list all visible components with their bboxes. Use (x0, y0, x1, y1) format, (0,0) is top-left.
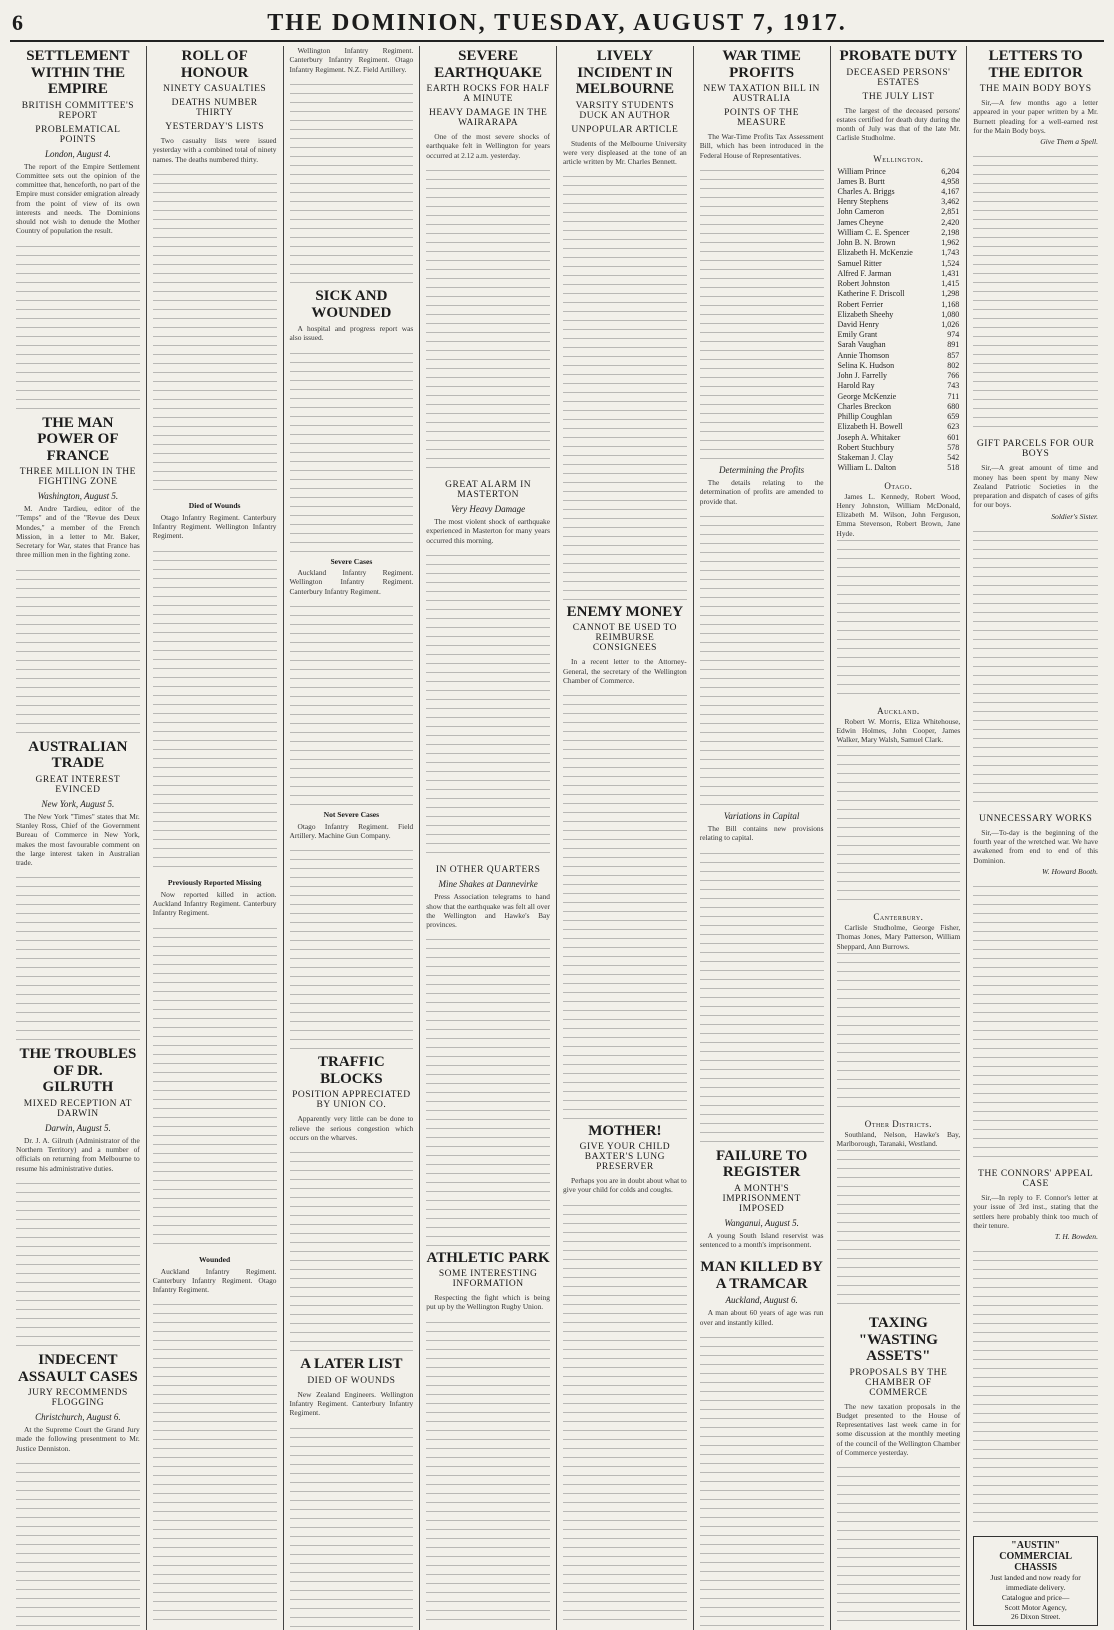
headline: SETTLEMENT WITHIN THE EMPIRE (26, 48, 130, 97)
text-block (426, 1320, 550, 1630)
section-wounded (153, 1253, 277, 1294)
estate-name: Robert Stuchbury (837, 442, 895, 452)
section-not-severe-cases (290, 808, 414, 840)
text-block (563, 174, 687, 602)
estate-row (837, 433, 961, 443)
subheadline: UNNECESSARY WORKS (978, 813, 1093, 824)
letter-main-body-boys (973, 46, 1098, 146)
region-heading-otago: Otago. (884, 480, 913, 491)
deck: HEAVY DAMAGE IN THE WAIRARAPA (428, 108, 548, 128)
letter-unnecessary-works (973, 812, 1098, 876)
estate-name: Emily Grant (837, 330, 878, 340)
estate-row (837, 402, 961, 412)
subheadline: DECEASED PERSONS' ESTATES (846, 67, 951, 88)
article-later-list (290, 1354, 414, 1417)
estate-name: Stakeman J. Clay (837, 453, 894, 463)
article-severe-earthquake (426, 46, 550, 160)
region-heading-other: Other Districts. (864, 1118, 932, 1129)
letter-signature: T. H. Bowden. (1054, 1232, 1098, 1241)
estate-row (837, 177, 961, 187)
section-heading: GREAT ALARM IN MASTERTON (445, 480, 532, 501)
estate-amount: 1,431 (941, 268, 960, 278)
estate-row (837, 167, 961, 177)
column-8 (967, 46, 1104, 1630)
headline: TRAFFIC BLOCKS (318, 1054, 385, 1087)
article-australian-trade (16, 737, 140, 868)
deck-2: YESTERDAY'S LISTS (165, 122, 265, 132)
estate-amount: 1,743 (941, 248, 960, 258)
estate-name: Elizabeth H. McKenzie (837, 248, 913, 258)
article-body: The new taxation proposals in the Budget presented to the House of Representatives last week came in for some discussion at the monthly meeting of the council of the Wellington Chamber of Commerce yesterday. (836, 1401, 961, 1457)
article-body: In a recent letter to the Attorney-General, the secretary of the Wellington Chamber of Commerce. (563, 657, 687, 685)
headline: ENEMY MONEY (566, 603, 684, 620)
estate-amount: 1,962 (941, 238, 960, 248)
article-body: Apparently very little can be done to relieve the serious congestion which occurs on the wharves. (289, 1114, 414, 1142)
subheadline: JURY RECOMMENDS FLOGGING (27, 1388, 128, 1409)
subheadline: EARTH ROCKS FOR HALF A MINUTE (426, 84, 550, 104)
headline: LIVELY INCIDENT IN MELBOURNE (575, 48, 675, 97)
article-body: At the Supreme Court the Grand Jury made the following presentment to Mr. Justice Denniston. (16, 1425, 140, 1453)
estate-row (837, 207, 961, 217)
estate-row (837, 269, 961, 279)
section-body: Press Association telegrams to hand show that the earthquake was felt all over the Wellington and Hawke's Bay provinces. (426, 892, 550, 929)
headline: THE TROUBLES OF DR. GILRUTH (19, 1046, 137, 1096)
letter-signature: W. Howard Booth. (1042, 866, 1098, 876)
dateline: Christchurch, August 6. (35, 1412, 121, 1423)
region-heading-wellington: Wellington. (873, 153, 924, 164)
estate-name: Annie Thomson (837, 350, 890, 360)
article-tramcar (700, 1257, 824, 1327)
text-block (16, 875, 140, 1044)
deck: UNPOPULAR ARTICLE (571, 124, 679, 135)
column-grid (10, 46, 1104, 1630)
newspaper-title: THE DOMINION, TUESDAY, AUGUST 7, 1917. (267, 9, 847, 36)
estate-row (837, 371, 961, 381)
estate-row (837, 463, 961, 473)
text-block (16, 1461, 140, 1630)
estate-amount: 2,420 (941, 217, 960, 227)
estate-row (837, 443, 961, 453)
text-block (837, 538, 961, 703)
estate-row (837, 289, 961, 299)
text-block (290, 1426, 414, 1630)
article-body: Two casualty lists were issued yesterday with a combined total of ninety names. The deaths numbered thirty. (152, 136, 277, 164)
region-list-auckland: Robert W. Morris, Eliza Whitehouse, Edwin Holmes, John Cooper, James Walker, Mary Walsh, Samuel Clark. (836, 716, 961, 745)
estate-row (837, 320, 961, 330)
article-enemy-money (563, 602, 687, 685)
dateline: New York, August 5. (41, 798, 115, 809)
headline: FAILURE TO REGISTER (715, 1147, 808, 1181)
text-block (426, 553, 550, 863)
estate-amount: 802 (947, 360, 960, 370)
section-body: Now reported killed in action. Auckland Infantry Regiment. Canterbury Infantry Regiment. (152, 889, 277, 918)
section-body: The Bill contains new provisions relating to capital. (699, 824, 824, 843)
masthead (10, 6, 1104, 42)
estate-name: David Henry (837, 320, 880, 330)
article-failure-to-register (700, 1146, 824, 1250)
section-masterton (426, 478, 550, 545)
headline: THE MAN POWER OF FRANCE (37, 414, 119, 464)
ad-title: "AUSTIN" COMMERCIAL CHASSIS (999, 1540, 1073, 1574)
section-body: A hospital and progress report was also issued. (289, 324, 414, 343)
text-block (700, 1335, 824, 1630)
text-block (837, 1148, 961, 1313)
letter-connors-appeal (973, 1167, 1098, 1241)
subheadline: THE MAIN BODY BOYS (979, 84, 1092, 94)
article-settlement (16, 46, 140, 236)
subheadline: NINETY CASUALTIES (163, 84, 267, 94)
estate-row (837, 197, 961, 207)
article-roll-of-honour (153, 46, 277, 164)
subheadline: SOME INTERESTING INFORMATION (438, 1269, 538, 1290)
dateline: Auckland, August 6. (725, 1295, 798, 1306)
estate-name: Charles A. Briggs (837, 186, 895, 196)
column-7 (831, 46, 968, 1630)
section-body: Otago Infantry Regiment. Field Artillery. Machine Gun Company. (289, 821, 414, 840)
section-heading: Previously Reported Missing (167, 878, 262, 888)
estate-amount: 1,298 (941, 289, 960, 299)
subheadline: DIED OF WOUNDS (307, 1375, 396, 1386)
section-body: Wellington Infantry Regiment. Canterbury Infantry Regiment. Otago Infantry Regiment. N.Z. Field Artillery. (289, 46, 414, 74)
estate-amount: 518 (947, 463, 960, 473)
page-number: 6 (12, 10, 23, 35)
estate-amount: 743 (947, 381, 960, 391)
text-block (16, 1181, 140, 1350)
estate-amount: 4,958 (941, 176, 960, 186)
dateline: Washington, August 5. (37, 491, 119, 502)
subheadline: BRITISH COMMITTEE'S REPORT (21, 100, 135, 121)
article-body: Perhaps you are in doubt about what to give your child for colds and coughs. (563, 1176, 687, 1195)
estate-row (837, 187, 961, 197)
estate-amount: 711 (947, 391, 960, 401)
estate-amount: 1,168 (941, 299, 960, 309)
article-body: The War-Time Profits Tax Assessment Bill, which has been introduced in the Federal House of Representatives. (699, 132, 824, 160)
column-6 (694, 46, 831, 1630)
headline: INDECENT ASSAULT CASES (18, 1352, 138, 1385)
estate-row (837, 300, 961, 310)
text-block (290, 82, 414, 286)
headline: AUSTRALIAN TRADE (28, 738, 128, 772)
text-block (973, 154, 1098, 437)
headline: A LATER LIST (300, 1356, 403, 1373)
estate-amount: 857 (947, 350, 960, 360)
article-traffic-blocks (290, 1052, 414, 1142)
estate-row (837, 361, 961, 371)
estate-row (837, 392, 961, 402)
subheadline: MIXED RECEPTION AT DARWIN (23, 1098, 132, 1119)
estate-amount: 766 (947, 371, 960, 381)
letter-gift-parcels (973, 437, 1098, 520)
estate-name: Katherine F. Driscoll (837, 289, 905, 299)
letter-body: Sir,—A great amount of time and money has been spent by many New Zealand Patriotic Societies in the preparation and dispatch of cases of gifts for our boys. (973, 463, 1098, 510)
section-heading: Wounded (199, 1255, 231, 1265)
estate-name: Phillip Coughlan (837, 412, 892, 422)
article-probate-duty (837, 46, 961, 143)
ad-lung-preserver (563, 1121, 687, 1195)
estate-amount: 4,167 (941, 186, 960, 196)
estate-name: Joseph A. Whitaker (837, 432, 901, 442)
text-block (563, 1203, 687, 1630)
article-body: New Zealand Engineers. Wellington Infantry Regiment. Canterbury Infantry Regiment. (289, 1389, 414, 1418)
estate-name: Sarah Vaughan (837, 340, 886, 350)
headline: PROBATE DUTY (839, 48, 958, 64)
text-block (700, 168, 824, 463)
subheadline: NEW TAXATION BILL IN AUSTRALIA (703, 84, 820, 104)
subheadline: VARSITY STUDENTS DUCK AN AUTHOR (575, 100, 675, 121)
estate-name: Elizabeth H. Bowell (837, 422, 903, 432)
section-casualty-continued (290, 46, 414, 74)
estate-row (837, 248, 961, 258)
section-variations-capital (700, 809, 824, 843)
article-athletic-park (426, 1248, 550, 1312)
section-heading: Determining the Profits (719, 465, 805, 475)
estate-name: William L. Dalton (837, 463, 897, 473)
text-block (973, 529, 1098, 812)
estate-row (837, 218, 961, 228)
subheadline: GREAT INTEREST EVINCED (35, 774, 121, 795)
ad-line: Just landed and now ready for immediate delivery. (990, 1573, 1081, 1592)
article-body: Students of the Melbourne University were very displeased at the tone of an article written by Mr. Charles Bennett. (563, 138, 687, 166)
estate-name: James B. Burtt (837, 176, 885, 186)
dateline: Darwin, August 5. (44, 1122, 111, 1133)
text-block (16, 244, 140, 413)
ad-line: 26 Dixon Street. (1010, 1612, 1061, 1622)
region-list-canterbury: Carlisle Studholme, George Fisher, Thomas Jones, Mary Patterson, William Sheppard, Ann Burrows. (836, 923, 961, 951)
article-body: A man about 60 years of age was run over and instantly killed. (699, 1308, 824, 1327)
text-block (973, 884, 1098, 1167)
estate-row (837, 238, 961, 248)
letter-body: Sir,—A few months ago a letter appeared in your paper written by a Mr. Burnett pleading for a well-earned rest for the Main Body boys. (973, 98, 1098, 135)
letter-body: Sir,—In reply to F. Connor's letter at your issue of 3rd inst., stating that the settlers here probably think too much of their tenure. (973, 1193, 1098, 1230)
estate-name: Samuel Ritter (837, 258, 882, 268)
estate-name: Harold Ray (837, 381, 875, 391)
article-man-power-france (16, 413, 140, 560)
section-body: The most violent shock of earthquake experienced in Masterton for many years occurred this morning. (426, 517, 550, 545)
estate-name: John J. Farrelly (837, 371, 888, 381)
column-5 (557, 46, 694, 1630)
text-block (290, 1150, 414, 1354)
estate-row (837, 351, 961, 361)
section-body: Auckland Infantry Regiment. Canterbury Infantry Regiment. Otago Infantry Regiment. (152, 1266, 277, 1295)
subheadline: GIVE YOUR CHILD BAXTER'S LUNG PRESERVER (579, 1142, 671, 1172)
estate-amount: 6,204 (941, 166, 960, 176)
article-indecent-assault (16, 1350, 140, 1453)
subheadline: PROPOSALS BY THE CHAMBER OF COMMERCE (849, 1367, 948, 1398)
estate-name: William C. E. Spencer (837, 227, 910, 237)
section-heading: Died of Wounds (188, 501, 241, 511)
subheadline: A MONTH'S IMPRISONMENT IMPOSED (722, 1183, 801, 1214)
article-body: A young South Island reservist was sentenced to a month's imprisonment. (699, 1230, 824, 1249)
column-3 (284, 46, 421, 1630)
region-list-other: Southland, Nelson, Hawke's Bay, Marlborough, Taranaki, Westland. (836, 1129, 961, 1149)
article-body: The largest of the deceased persons' estates certified for death duty during the month of July was that of the late Mr. Carlisle Studholme. (836, 105, 961, 143)
deck: DEATHS NUMBER THIRTY (171, 98, 258, 118)
section-body: Auckland Infantry Regiment. Wellington Infantry Regiment. Canterbury Infantry Regiment. (289, 568, 414, 596)
headline: ATHLETIC PARK (426, 1249, 550, 1266)
article-wasting-assets (837, 1313, 961, 1457)
text-block (16, 568, 140, 737)
estate-amount: 1,524 (941, 258, 960, 268)
letter-signature: Soldier's Sister. (1051, 511, 1098, 521)
ad-line: Catalogue and price— (1001, 1592, 1070, 1602)
estate-name: James Cheyne (837, 217, 884, 227)
article-body: Dr. J. A. Gilruth (Administrator of the Northern Territory) and a number of officials on returning from Melbourne to resume his administrative duties. (16, 1135, 140, 1173)
estate-amount: 601 (947, 432, 960, 442)
text-block (153, 926, 277, 1254)
headline: MAN KILLED BY A TRAMCAR (700, 1259, 823, 1292)
estate-name: Selina K. Hudson (837, 360, 895, 370)
estate-row (837, 422, 961, 432)
text-block (700, 514, 824, 809)
section-heading: SICK AND WOUNDED (311, 288, 392, 321)
text-block (153, 172, 277, 500)
estate-name: Charles Breckon (837, 401, 892, 411)
estate-row (837, 412, 961, 422)
section-heading: Severe Cases (330, 556, 373, 566)
headline: TAXING "WASTING ASSETS" (858, 1315, 938, 1365)
estate-name: John B. N. Brown (837, 238, 896, 248)
ad-austin-chassis (973, 1536, 1098, 1626)
headline: SEVERE EARTHQUAKE (434, 48, 543, 81)
text-block (426, 168, 550, 478)
deck: THE JULY LIST (862, 91, 935, 102)
text-block (837, 951, 961, 1116)
estate-name: Elizabeth Sheehy (837, 309, 894, 319)
text-block (973, 1249, 1098, 1532)
estate-row (837, 310, 961, 320)
estate-row (837, 340, 961, 350)
deck: POINTS OF THE MEASURE (724, 108, 800, 128)
article-melbourne-incident (563, 46, 687, 166)
estate-row (837, 330, 961, 340)
estate-name: Robert Johnston (837, 279, 890, 289)
section-determining-profits (700, 463, 824, 506)
section-other-quarters (426, 863, 550, 929)
estate-amount: 1,026 (941, 320, 960, 330)
text-block (153, 549, 277, 877)
section-heading: IN OTHER QUARTERS (435, 865, 541, 876)
letter-signature: Give Them a Spell. (1040, 137, 1098, 146)
article-body: The New York "Times" states that Mr. Stanley Ross, Chief of the Government Bureau of Commerce in New York, makes the most favourable comment on the large interest taken in Australian trade. (16, 811, 140, 868)
text-block (837, 744, 961, 909)
text-block (290, 848, 414, 1052)
text-block (290, 604, 414, 808)
subheadline: GIFT PARCELS FOR OUR BOYS (976, 439, 1095, 460)
column-4 (420, 46, 557, 1630)
region-heading-auckland: Auckland. (877, 705, 920, 716)
subheadline: POSITION APPRECIATED BY UNION CO. (292, 1090, 411, 1111)
section-body: The details relating to the determination of profits are amended to provide that. (699, 478, 824, 506)
estate-amount: 2,851 (941, 207, 960, 217)
estate-row (837, 453, 961, 463)
section-heading: Variations in Capital (723, 811, 800, 821)
estate-amount: 578 (947, 442, 960, 452)
estate-amount: 974 (947, 330, 960, 340)
text-block (290, 351, 414, 555)
text-block (153, 1302, 277, 1630)
estate-amount: 3,462 (941, 197, 960, 207)
estate-name: Henry Stephens (837, 197, 889, 207)
estate-row (837, 228, 961, 238)
text-block (426, 937, 550, 1247)
estate-name: John Cameron (837, 207, 884, 217)
article-war-time-profits (700, 46, 824, 160)
estate-amount: 1,415 (941, 279, 960, 289)
headline: WAR TIME PROFITS (722, 48, 801, 81)
region-list-otago: James L. Kennedy, Robert Wood, Henry Johnston, William McDonald, Elizabeth M. Wilson, John Ferguson, Emma Stevenson, Robert Brown, Jane Hyde. (836, 491, 961, 538)
headline: LETTERS TO THE EDITOR (988, 48, 1083, 81)
article-body: M. Andre Tardieu, editor of the "Temps" and of the "Revue des Deux Mondes," a member of the French Mission, in a letter to Mr. Baker, Secretary for War, states that France has three million men in the fighting zone. (16, 504, 140, 560)
estate-row (837, 279, 961, 289)
estate-row (837, 381, 961, 391)
dateline: Wanganui, August 5. (724, 1217, 799, 1228)
section-severe-cases (290, 555, 414, 596)
section-died-of-wounds (153, 499, 277, 540)
estate-amount: 891 (947, 340, 960, 350)
section-sick-and-wounded (290, 286, 414, 343)
text-block (563, 693, 687, 1121)
estate-amount: 2,198 (941, 227, 960, 237)
estate-name: Alfred F. Jarman (837, 268, 892, 278)
section-deck: Mine Shakes at Dannevirke (438, 879, 538, 890)
estate-amount: 623 (947, 422, 960, 432)
ad-line: Scott Motor Agency, (1004, 1602, 1067, 1612)
column-2 (147, 46, 284, 1630)
subheadline: THE CONNORS' APPEAL CASE (978, 1169, 1094, 1189)
section-deck: Very Heavy Damage (451, 504, 526, 515)
headline: ROLL OF HONOUR (180, 48, 249, 81)
section-previously-missing (153, 876, 277, 917)
estate-row (837, 259, 961, 269)
estate-name: Robert Ferrier (837, 299, 884, 309)
article-gilruth (16, 1044, 140, 1173)
subheadline: CANNOT BE USED TO REIMBURSE CONSIGNEES (572, 623, 678, 654)
text-block (837, 1465, 961, 1630)
article-body: Respecting the fight which is being put up by the Wellington Rugby Union. (426, 1293, 550, 1312)
region-heading-canterbury: Canterbury. (873, 912, 924, 923)
estate-amount: 659 (947, 412, 960, 422)
estate-name: William Prince (837, 166, 886, 176)
headline: MOTHER! (588, 1122, 662, 1139)
deck: PROBLEMATICAL POINTS (35, 124, 121, 145)
estate-amount: 1,080 (941, 309, 960, 319)
estate-amount: 542 (947, 453, 960, 463)
dateline: London, August 4. (44, 148, 111, 159)
estate-amount: 680 (947, 401, 960, 411)
column-1 (10, 46, 147, 1630)
article-body: The report of the Empire Settlement Committee sets out the opinion of the committee that, henceforth, no part of the Empire must consider emigration already from the point of view of its own interests and needs. The Dominions should not wish to denude the Mother Country of population the result. (16, 161, 140, 236)
estates-table (837, 167, 961, 474)
text-block (700, 851, 824, 1146)
estate-name: George McKenzie (837, 391, 897, 401)
section-body: Otago Infantry Regiment. Canterbury Infantry Regiment. Wellington Infantry Regiment. (152, 512, 277, 541)
letter-body: Sir,—To-day is the beginning of the fourth year of the wretched war. We have awakened from end to end of this Dominion. (973, 827, 1098, 865)
article-body: One of the most severe shocks of earthquake felt in Wellington for years occurred at 2.12 a.m. yesterday. (426, 132, 550, 160)
section-heading: Not Severe Cases (323, 810, 380, 820)
subheadline: THREE MILLION IN THE FIGHTING ZONE (19, 467, 136, 488)
